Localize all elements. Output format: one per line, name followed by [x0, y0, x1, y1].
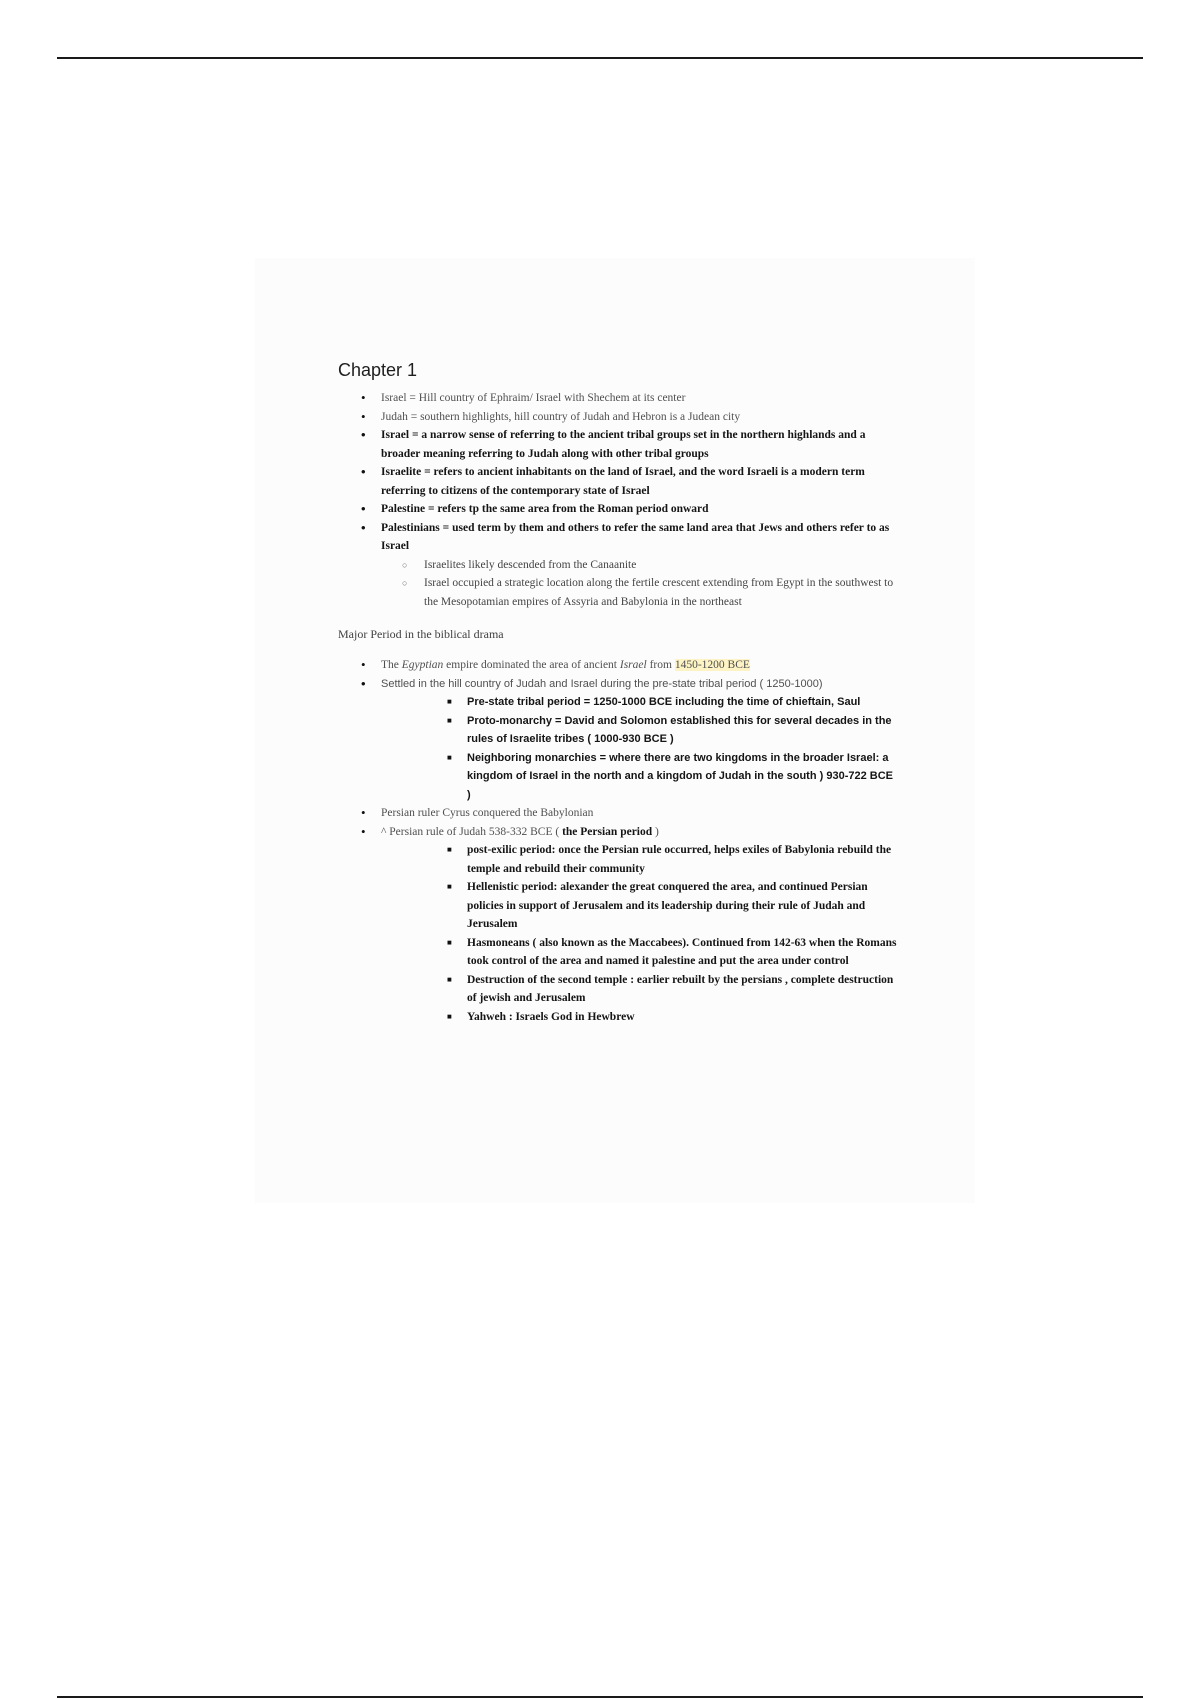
definitions-sublist [338, 556, 898, 612]
egypt-pre: The [381, 659, 402, 671]
egypt-mid: empire dominated the area of ancient [443, 659, 620, 671]
egypt-em2: Israel [619, 659, 647, 671]
list-item: • Settled in the hill country of Judah and Israel during the pre-state tribal period ( 1250-1000) [338, 675, 898, 694]
sub-list-item: ■ Yahweh : Israels God in Hewbrew [338, 1008, 898, 1027]
definitions-list [338, 389, 898, 556]
sub-list-item: ■ Hellenistic period: alexander the great conquered the area, and continued Persian policies in support of Jerusalem and its leadership during their rule of Judah and Jerusalem [338, 878, 898, 934]
list-item: • Israel = a narrow sense of referring to the ancient tribal groups set in the northern highlands and a broader meaning referring to Judah along with other tribal groups [338, 426, 898, 463]
sub-list-item: ■ Proto-monarchy = David and Solomon established this for several decades in the rules of Israelite tribes ( 1000-930 BCE ) [338, 712, 898, 749]
list-item [338, 656, 898, 675]
list-item: • Israelite = refers to ancient inhabitants on the land of Israel, and the word Israeli is a modern term referring to citizens of the contemporary state of Israel [338, 463, 898, 500]
egypt-em1: Egyptian [401, 659, 444, 671]
egypt-post: from [646, 659, 675, 671]
sub-list-item: ○ Israel occupied a strategic location along the fertile crescent extending from Egypt in the southwest to the Mesopotamian empires of Assyria and Babylonia in the northeast [338, 574, 898, 611]
persian-sublist [338, 841, 898, 1026]
list-item: • Palestine = refers tp the same area from the Roman period onward [338, 500, 898, 519]
sub-list-item: ■ Neighboring monarchies = where there are two kingdoms in the broader Israel: a kingdom of Israel in the north and a kingdom of Judah in the south ) 930-722 BCE ) [338, 749, 898, 805]
sub-list-item: ■ Destruction of the second temple : earlier rebuilt by the persians , complete destruction of jewish and Jerusalem [338, 971, 898, 1008]
periods-list [338, 656, 898, 693]
list-item [338, 519, 898, 556]
top-rule [57, 57, 1143, 59]
persian-post: ) [652, 825, 659, 838]
list-item [338, 823, 898, 842]
section-heading: Major Period in the biblical drama [338, 627, 504, 641]
persian-bold: the Persian period [562, 825, 653, 838]
sub-list-item: ■ Hasmoneans ( also known as the Maccabees). Continued from 142-63 when the Romans took control of the area and named it palestine and put the area under control [338, 934, 898, 971]
persian-pre: ^ Persian rule of Judah 538-332 BCE ( [381, 825, 563, 838]
list-item: • Judah = southern highlights, hill country of Judah and Hebron is a Judean city [338, 408, 898, 427]
chapter-title: Chapter 1 [338, 360, 418, 380]
sub-list-item: ■ post-exilic period: once the Persian rule occurred, helps exiles of Babylonia rebuild the temple and rebuild their community [338, 841, 898, 878]
sub-list-item: ■ Pre-state tribal period = 1250-1000 BCE including the time of chieftain, Saul [338, 693, 898, 712]
sub-list-item: ○ Israelites likely descended from the Canaanite [338, 556, 898, 575]
list-item: • Israel = Hill country of Ephraim/ Israel with Shechem at its center [338, 389, 898, 408]
document-body [338, 360, 898, 1026]
persian-list [338, 804, 898, 841]
bottom-rule [57, 1696, 1143, 1698]
list-item-text: Palestinians = used term by them and others to refer the same land area that Jews and others refer to as Israel [381, 521, 890, 552]
list-item: • Persian ruler Cyrus conquered the Babylonian [338, 804, 898, 823]
highlighted-date: 1450-1200 BCE [674, 659, 750, 671]
periods-sublist [338, 693, 898, 804]
